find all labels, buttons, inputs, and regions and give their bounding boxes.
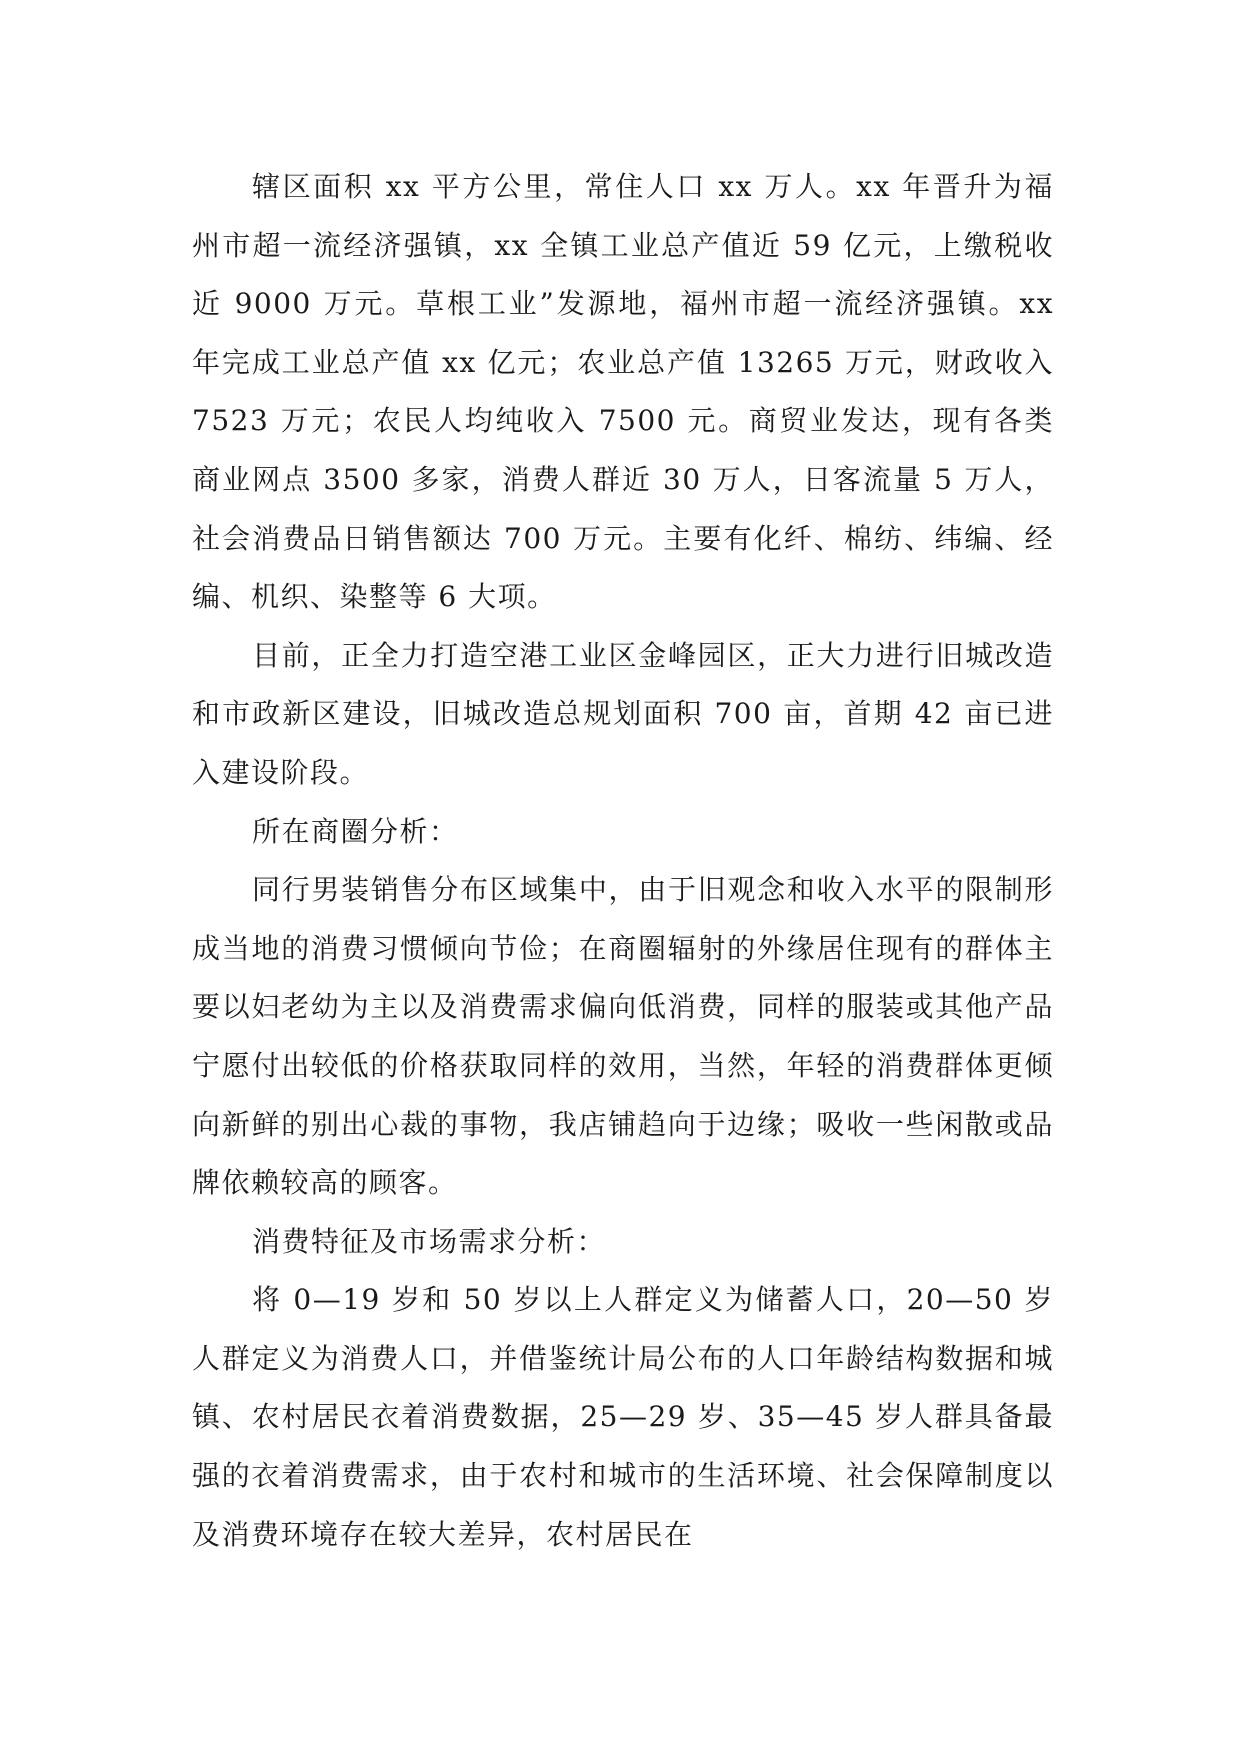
paragraph-consumption: 将 0—19 岁和 50 岁以上人群定义为储蓄人口，20—50 岁人群定义为消费人口，并借鉴统计局公布的人口年龄结构数据和城镇、农村居民衣着消费数据，25—29 岁、35—45 岁人群具备最强的衣着消费需求，由于农村和城市的生活环境、社会保障制度以及消费环境存在较大差异，农村居民在 (192, 1283, 1054, 1551)
paragraph-development: 目前，正全力打造空港工业区金峰园区，正大力进行旧城改造和市政新区建设，旧城改造总规划面积 700 亩，首期 42 亩已进入建设阶段。 (192, 638, 1054, 789)
paragraph-trade-area: 同行男装销售分布区域集中，由于旧观念和收入水平的限制形成当地的消费习惯倾向节俭；在商圈辐射的外缘居住现有的群体主要以妇老幼为主以及消费需求偏向低消费，同样的服装或其他产品宁愿付出较低的价格获取同样的效用，当然，年轻的消费群体更倾向新鲜的别出心裁的事物，我店铺趋向于边缘；吸收一些闲散或品牌依赖较高的顾客。 (192, 873, 1054, 1200)
heading-consumption-analysis: 消费特征及市场需求分析： (252, 1224, 607, 1258)
paragraph-overview: 辖区面积 xx 平方公里，常住人口 xx 万人。xx 年晋升为福州市超一流经济强镇，xx 全镇工业总产值近 59 亿元，上缴税收近 9000 万元。草根工业”发源地，福州市超一流经济强镇。xx 年完成工业总产值 xx 亿元；农业总产值 13265 万元，财政收入 7523 万元；农民人均纯收入 7500 元。商贸业发达，现有各类商业网点 3500 多家，消费人群近 30 万人，日客流量 5 万人，社会消费品日销售额达 700 万元。主要有化纤、棉纺、纬编、经编、机织、染整等 6 大项。 (192, 170, 1054, 614)
document-body (192, 158, 1054, 1564)
heading-trade-area-analysis: 所在商圈分析： (252, 814, 459, 848)
